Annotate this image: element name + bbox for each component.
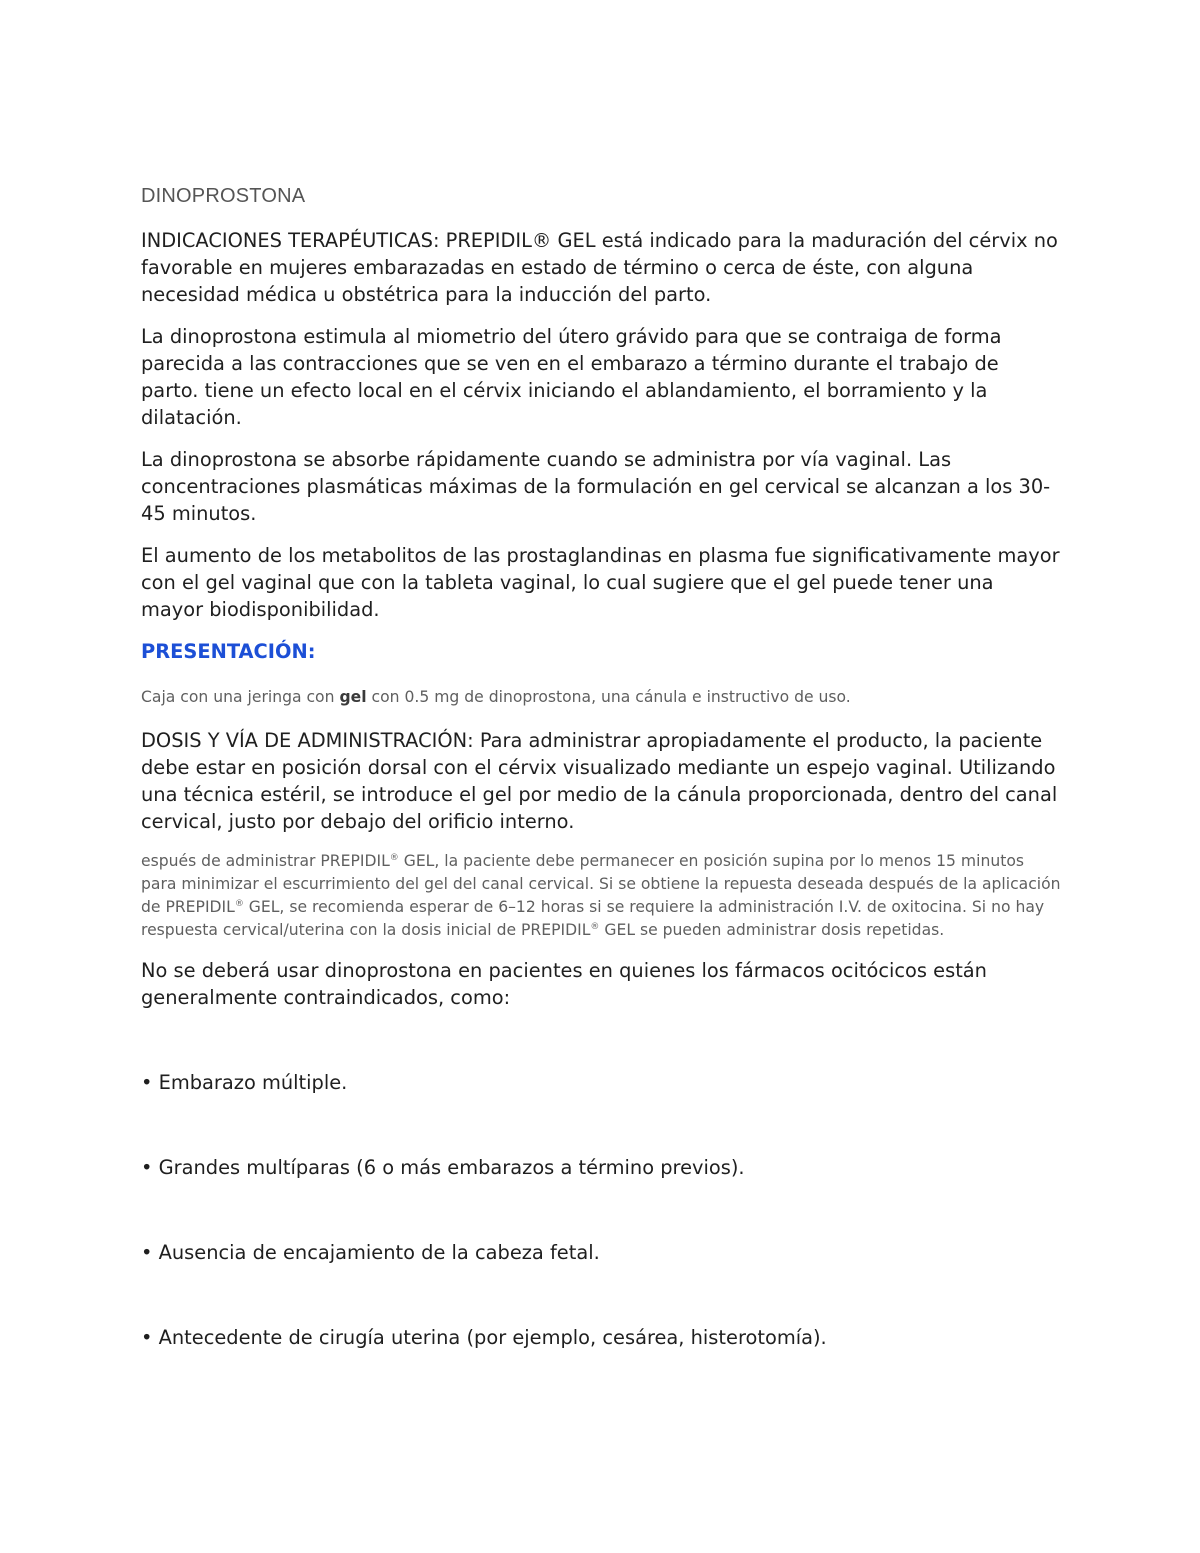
registered-mark: ® <box>590 921 600 932</box>
document-title: DINOPROSTONA <box>141 185 306 207</box>
presentation-text-bold: gel <box>339 688 367 706</box>
indications-paragraph: INDICACIONES TERAPÉUTICAS: PREPIDIL® GEL está indicado para la maduración del cérvix no favorable en mujeres embarazadas en estado de término o cerca de éste, con alguna necesidad médica u obstétrica para la inducción del parto. <box>141 229 1058 306</box>
after-admin-part-1: espués de administrar PREPIDIL <box>141 852 390 870</box>
list-item: • Grandes multíparas (6 o más embarazos a término previos). <box>141 1156 745 1179</box>
presentation-text <box>141 687 1061 707</box>
mechanism-paragraph: La dinoprostona estimula al miometrio del útero grávido para que se contraiga de forma parecida a las contracciones que se ven en el embarazo a término durante el trabajo de parto. tiene un efecto local en el cérvix iniciando el ablandamiento, el borramiento y la dilatación. <box>141 325 1002 429</box>
contraindication-intro: No se deberá usar dinoprostona en pacientes en quienes los fármacos ocitócicos están generalmente contraindicados, como: <box>141 959 987 1009</box>
contraindication-list <box>141 1069 1061 1351</box>
after-admin-part-3: GEL, se recomienda esperar de 6–12 horas si se requiere la administración I.V. de oxitocina. Si no hay respuesta cervical/uterina con la dosis inicial de PREPIDIL <box>141 898 1045 939</box>
after-administration-paragraph <box>141 850 1061 942</box>
registered-mark: ® <box>234 898 244 909</box>
absorption-paragraph: La dinoprostona se absorbe rápidamente cuando se administra por vía vaginal. Las concentraciones plasmáticas máximas de la formulación en gel cervical se alcanzan a los 30-45 minutos. <box>141 448 1051 525</box>
registered-mark: ® <box>389 852 399 863</box>
presentation-text-start: Caja con una jeringa con <box>141 688 340 706</box>
document-page <box>141 183 1061 1351</box>
presentation-text-end: con 0.5 mg de dinoprostona, una cánula e instructivo de uso. <box>366 688 851 706</box>
list-item: • Embarazo múltiple. <box>141 1071 348 1094</box>
metabolites-paragraph: El aumento de los metabolitos de las prostaglandinas en plasma fue significativamente mayor con el gel vaginal que con la tableta vaginal, lo cual sugiere que el gel puede tener una mayor biodisponibilidad. <box>141 544 1060 621</box>
list-item: • Antecedente de cirugía uterina (por ejemplo, cesárea, histerotomía). <box>141 1326 827 1349</box>
after-admin-part-4: GEL se pueden administrar dosis repetidas. <box>599 921 945 939</box>
after-admin-part-2: GEL, la paciente debe permanecer en posición supina por lo menos 15 minutos para minimizar el escurrimiento del gel del canal cervical. Si se obtiene la repuesta deseada después de la aplicación de PREPIDIL <box>141 852 1061 916</box>
list-item: • Ausencia de encajamiento de la cabeza fetal. <box>141 1241 600 1264</box>
presentation-heading: PRESENTACIÓN: <box>141 640 316 663</box>
dosage-paragraph: DOSIS Y VÍA DE ADMINISTRACIÓN: Para administrar apropiadamente el producto, la paciente debe estar en posición dorsal con el cérvix visualizado mediante un espejo vaginal. Utilizando una técnica estéril, se introduce el gel por medio de la cánula proporcionada, dentro del canal cervical, justo por debajo del orificio interno. <box>141 729 1058 833</box>
